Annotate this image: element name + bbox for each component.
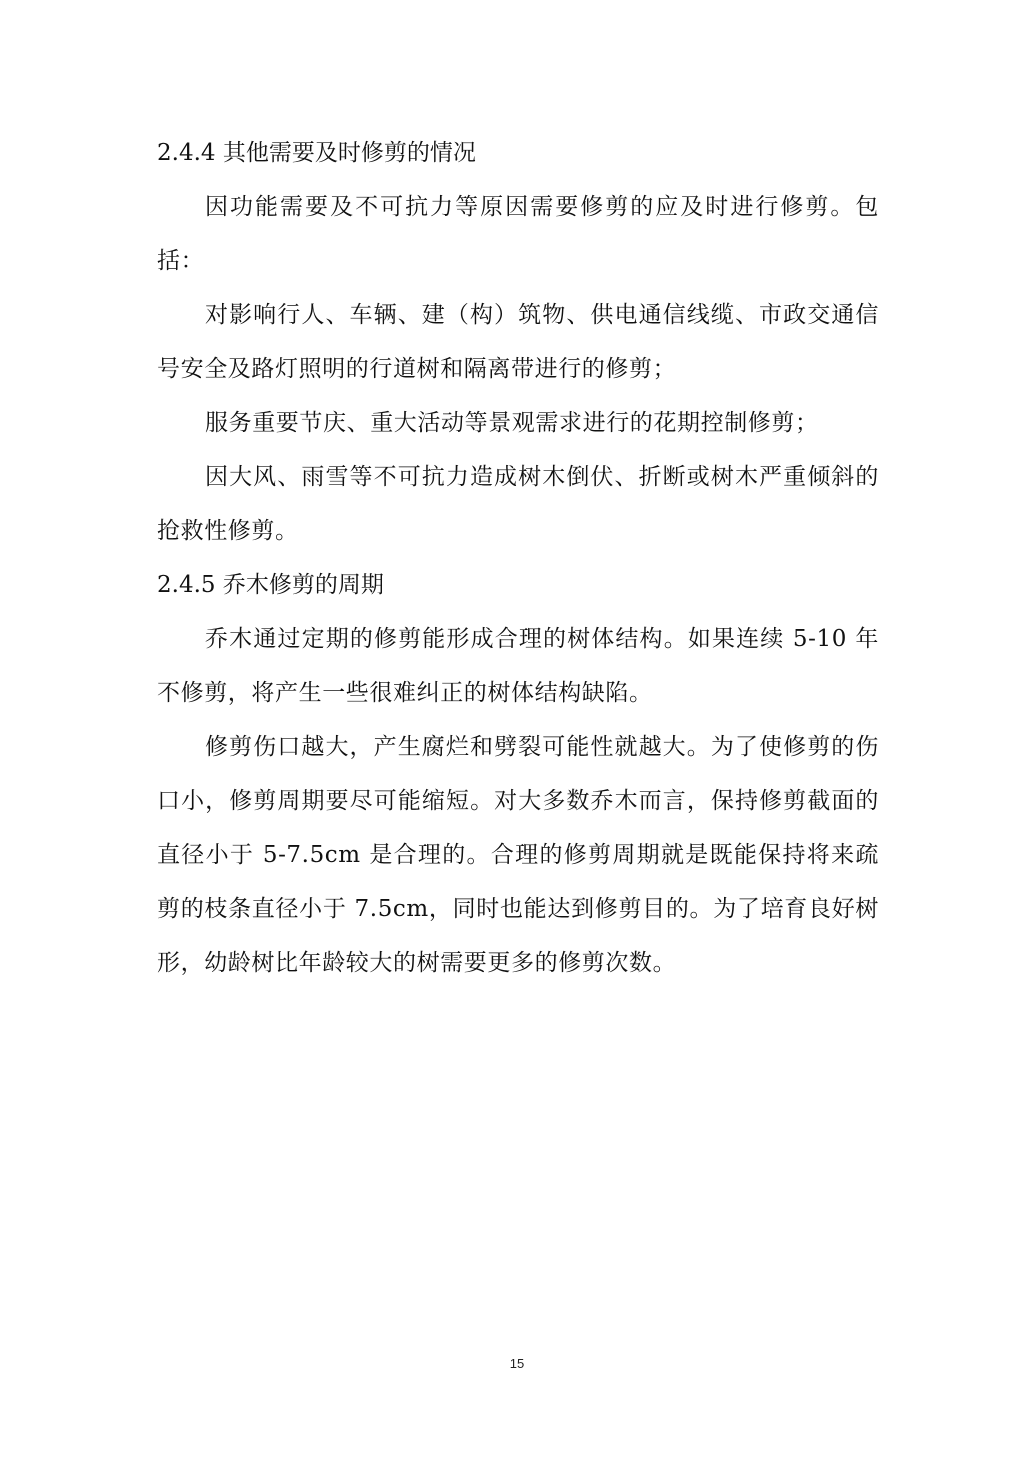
section-heading-2-4-5: 2.4.5 乔木修剪的周期 <box>157 572 384 598</box>
page-number: 15 <box>509 1356 525 1371</box>
paragraph: 对影响行人、车辆、建（构）筑物、供电通信线缆、市政交通信号安全及路灯照明的行道树和隔离带进行的修剪； <box>157 302 879 382</box>
page-body <box>157 126 879 990</box>
paragraph: 因大风、雨雪等不可抗力造成树木倒伏、折断或树木严重倾斜的抢救性修剪。 <box>157 464 879 544</box>
paragraph: 服务重要节庆、重大活动等景观需求进行的花期控制修剪； <box>205 410 819 436</box>
section-heading-2-4-4: 2.4.4 其他需要及时修剪的情况 <box>157 140 476 166</box>
paragraph: 乔木通过定期的修剪能形成合理的树体结构。如果连续 5-10 年不修剪，将产生一些很难纠正的树体结构缺陷。 <box>157 626 879 706</box>
paragraph: 修剪伤口越大，产生腐烂和劈裂可能性就越大。为了使修剪的伤口小，修剪周期要尽可能缩短。对大多数乔木而言，保持修剪截面的直径小于 5-7.5cm 是合理的。合理的修剪周期就是既能保持将来疏剪的枝条直径小于 7.5cm，同时也能达到修剪目的。为了培育良好树形，幼龄树比年龄较大的树需要更多的修剪次数。 <box>157 734 879 976</box>
paragraph: 因功能需要及不可抗力等原因需要修剪的应及时进行修剪。包括： <box>157 194 879 274</box>
